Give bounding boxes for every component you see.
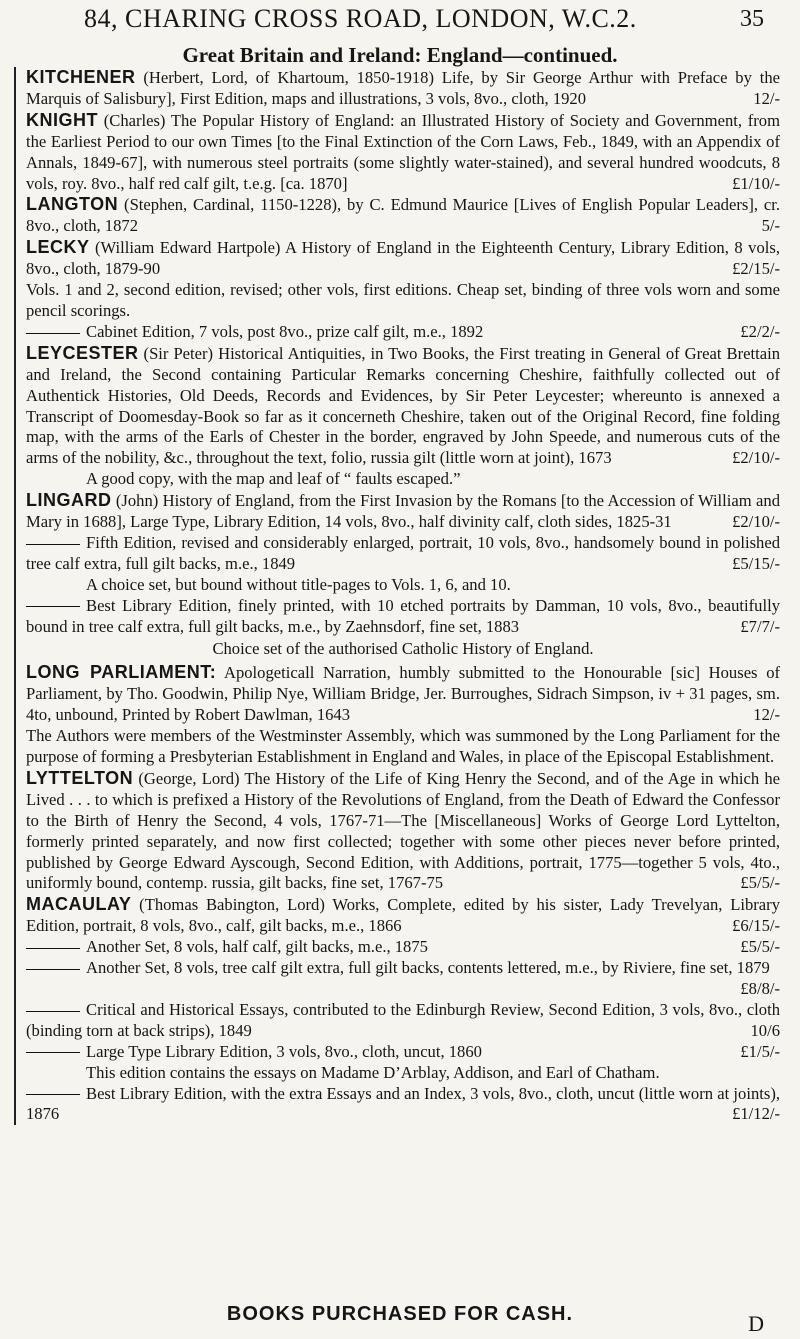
entry-price: £1/12/- bbox=[732, 1104, 780, 1124]
catalogue-entry bbox=[26, 110, 780, 195]
entry-price: 12/- bbox=[753, 88, 780, 108]
entry-price: £5/5/- bbox=[740, 937, 780, 957]
entry-price: £2/15/- bbox=[732, 259, 780, 279]
entry-price: £2/10/- bbox=[732, 512, 780, 532]
entry-description: (John) History of England, from the First Invasion by the Romans [to the Accession of William and Mary in 1688], Large Type, Library Edition, 14 vols, 8vo., half divinity calf, cloth sides, 1825-31 bbox=[26, 491, 780, 532]
ditto-rule bbox=[26, 1052, 80, 1053]
entry-description: (Thomas Babington, Lord) Works, Complete, edited by his sister, Lady Trevelyan, Library Edition, portrait, 8 vols, 8vo., calf, gilt backs, m.e., 1866 bbox=[26, 895, 780, 936]
entry-price: £7/7/- bbox=[740, 616, 780, 636]
catalogue-entry bbox=[26, 937, 780, 958]
catalogue-entry bbox=[26, 662, 780, 726]
entry-author: LEYCESTER bbox=[26, 342, 139, 363]
catalogue-entry bbox=[26, 894, 780, 937]
catalogue-entry bbox=[26, 194, 780, 237]
entry-note: Choice set of the authorised Catholic History of England. bbox=[212, 639, 594, 659]
entry-price: £2/2/- bbox=[740, 321, 780, 341]
entry-note: A good copy, with the map and leaf of “ faults escaped.” bbox=[86, 469, 461, 489]
ditto-rule bbox=[26, 1011, 80, 1012]
entry-extra-note: The Authors were members of the Westminster Assembly, which was summoned by the Long Parliament for the purpose of forming a Presbyterian Establishment in England and Wales, in place of the Episcopal Establishment. bbox=[26, 726, 780, 766]
entry-price: £6/15/- bbox=[732, 916, 780, 936]
catalogue-body bbox=[14, 67, 780, 1125]
catalogue-entry bbox=[26, 1042, 780, 1063]
entry-description: (Herbert, Lord, of Khartoum, 1850-1918) Life, by Sir George Arthur with Preface by the Marquis of Salisbury], First Edition, maps and illustrations, 3 vols, 8vo., cloth, 1920 bbox=[26, 68, 780, 108]
catalogue-entry bbox=[26, 1084, 780, 1126]
ditto-rule bbox=[26, 544, 80, 545]
catalogue-entry bbox=[26, 533, 780, 575]
catalogue-entry bbox=[26, 322, 780, 343]
entry-price: £2/10/- bbox=[732, 448, 780, 468]
catalogue-entry bbox=[26, 67, 780, 110]
catalogue-entry bbox=[26, 768, 780, 894]
entry-description: Large Type Library Edition, 3 vols, 8vo., cloth, uncut, 1860 bbox=[86, 1041, 482, 1061]
entry-author: MACAULAY bbox=[26, 894, 132, 915]
catalogue-entry bbox=[26, 1000, 780, 1042]
entry-author: KNIGHT bbox=[26, 109, 98, 130]
entry-price: £1/5/- bbox=[740, 1041, 780, 1061]
entry-description: Best Library Edition, finely printed, with 10 etched portraits by Damman, 10 vols, 8vo., beautifully bound in tree calf extra, full gilt backs, m.e., by Zaehnsdorf, fine set, 1883 bbox=[26, 595, 780, 636]
entry-description: Critical and Historical Essays, contributed to the Edinburgh Review, Second Edition, 3 vols, 8vo., cloth (binding torn at back strips), 1849 bbox=[26, 999, 780, 1040]
entry-note: This edition contains the essays on Madame D’Arblay, Addison, and Earl of Chatham. bbox=[86, 1062, 660, 1082]
entry-price: £5/15/- bbox=[732, 553, 780, 573]
entry-note: A choice set, but bound without title-pages to Vols. 1, 6, and 10. bbox=[86, 574, 511, 594]
entry-price: £5/5/- bbox=[740, 873, 780, 893]
entry-description: Fifth Edition, revised and considerably enlarged, portrait, 10 vols, 8vo., handsomely bound in polished tree calf extra, full gilt backs, m.e., 1849 bbox=[26, 532, 780, 573]
entry-extra-note: Vols. 1 and 2, second edition, revised; other vols, first editions. Cheap set, binding of three vols worn and some pencil scorings. bbox=[26, 280, 780, 320]
entry-description: Cabinet Edition, 7 vols, post 8vo., prize calf gilt, m.e., 1892 bbox=[86, 321, 484, 341]
entry-author: LINGARD bbox=[26, 490, 112, 511]
ditto-rule bbox=[26, 1094, 80, 1095]
entry-author: KITCHENER bbox=[26, 67, 136, 87]
entry-author: LANGTON bbox=[26, 194, 119, 215]
page-number: 35 bbox=[740, 6, 764, 32]
ditto-rule bbox=[26, 948, 80, 949]
entry-price: 10/6 bbox=[750, 1020, 780, 1040]
running-head: 84, CHARING CROSS ROAD, LONDON, W.C.2. bbox=[84, 4, 637, 33]
entry-price: £1/10/- bbox=[732, 173, 780, 193]
ditto-rule bbox=[26, 606, 80, 607]
catalogue-entry bbox=[26, 343, 780, 469]
entry-description: (Sir Peter) Historical Antiquities, in Two Books, the First treating in General of Great Brettain and Ireland, the Second containing Particular Remarks concerning Cheshire, faithfully collected out of Authentick Histories, Old Deeds, Records and Evidences, by Sir Peter Leycester; whereunto is annexed a Transcript of Doomesday-Book so far as it concerneth Cheshire, taken out of the Original Record, fine folding map, with the arms of the Earls of Chester in the border, engraved by John Speede, and numerous cuts of the arms of the nobility, &c., throughout the text, folio, russia gilt (little worn at joint), 1673 bbox=[26, 343, 780, 468]
ditto-rule bbox=[26, 333, 80, 334]
entry-description: (Charles) The Popular History of England: an Illustrated History of Society and Government, from the Earliest Period to our own Times [to the Final Extinction of the Corn Laws, Feb., 1849, with an Appendix of Annals, 1849-67], with numerous steel portraits (some slightly water-stained), and several hundred woodcuts, 8 vols, roy. 8vo., half red calf gilt, t.e.g. [ca. 1870] bbox=[26, 110, 780, 193]
catalogue-entry bbox=[26, 596, 780, 638]
catalogue-entry bbox=[26, 237, 780, 280]
entry-description: Best Library Edition, with the extra Essays and an Index, 3 vols, 8vo., cloth, uncut (little worn at joints), 1876 bbox=[26, 1083, 780, 1124]
entry-description: Another Set, 8 vols, half calf, gilt backs, m.e., 1875 bbox=[86, 937, 428, 957]
entry-description: (George, Lord) The History of the Life of King Henry the Second, and of the Age in which he Lived . . . to which is prefixed a History of the Revolutions of England, from the Death of Edward the Confessor to the Birth of Henry the Second, 4 vols, 1767-71—The [Miscellaneous] Works of George Lord Lyttelton, formerly printed separately, and now first collected; together with some other pieces never before printed, published by George Edward Ayscough, Second Edition, with Additions, portrait, 1775—together 5 vols, 4to., uniformly bound, contemp. russia, gilt backs, fine set, 1767-75 bbox=[26, 768, 780, 893]
entry-description: (William Edward Hartpole) A History of England in the Eighteenth Century, Library Edition, 8 vols, 8vo., cloth, 1879-90 bbox=[26, 238, 780, 279]
footer-notice: BOOKS PURCHASED FOR CASH. bbox=[226, 1303, 574, 1325]
catalogue-entry bbox=[26, 958, 780, 1000]
entry-price: £8/8/- bbox=[740, 978, 780, 998]
entry-author: LYTTELTON bbox=[26, 767, 134, 788]
entry-price: 12/- bbox=[753, 705, 780, 725]
entry-description: Another Set, 8 vols, tree calf gilt extra, full gilt backs, contents lettered, m.e., by Riviere, fine set, 1879 bbox=[86, 958, 770, 978]
entry-price: 5/- bbox=[761, 216, 780, 236]
section-title: Great Britain and Ireland: England—continued. bbox=[182, 43, 618, 67]
entry-author: LECKY bbox=[26, 237, 90, 258]
entry-description: (Stephen, Cardinal, 1150-1228), by C. Edmund Maurice [Lives of English Popular Leaders], cr. 8vo., cloth, 1872 bbox=[26, 195, 780, 236]
entry-description: Apologeticall Narration, humbly submitted to the Honourable [sic] Houses of Parliament, by Tho. Goodwin, Philip Nye, William Bridge, Jer. Burroughes, Sidrach Simpson, iv + 31 pages, sm. 4to, unbound, Printed by Robert Dawlman, 1643 bbox=[26, 663, 781, 725]
ditto-rule bbox=[26, 969, 80, 970]
signature-mark: D bbox=[748, 1311, 764, 1336]
entry-author: LONG PARLIAMENT: bbox=[26, 662, 217, 683]
running-header bbox=[0, 4, 800, 40]
catalogue-entry bbox=[26, 490, 780, 533]
